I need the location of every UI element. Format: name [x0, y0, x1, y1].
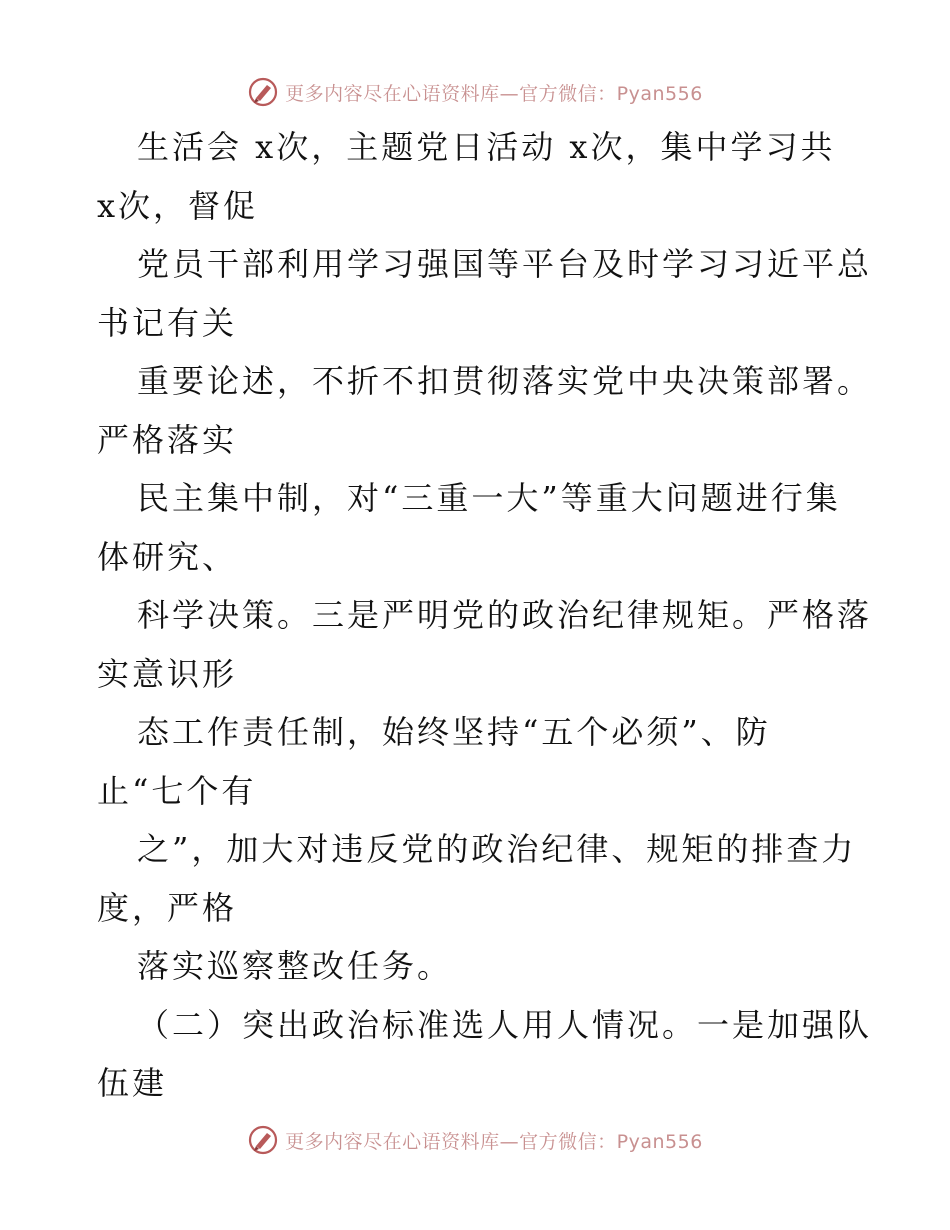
text-line: 体研究、	[97, 537, 238, 576]
text-line: 止“七个有	[97, 771, 257, 810]
watermark-text: 更多内容尽在心语资料库—官方微信：Pyan556	[285, 82, 703, 105]
text-line: x次，督促	[97, 186, 259, 225]
pen-nib-logo-icon	[247, 76, 279, 108]
text-line: 生活会 x次，主题党日活动 x次，集中学习共	[137, 128, 836, 166]
text-line: 伍建	[97, 1064, 168, 1102]
text-line: 态工作责任制，始终坚持“五个必须”、防	[137, 713, 771, 751]
document-body	[97, 118, 873, 1113]
text-line: （二）突出政治标准选人用人情况。一是加强队	[137, 1005, 873, 1044]
text-line: 度，严格	[97, 888, 238, 927]
text-line: 重要论述，不折不扣贯彻落实党中央决策部署。	[137, 362, 873, 400]
header-watermark	[0, 72, 950, 112]
pen-nib-logo-icon	[247, 1124, 279, 1156]
watermark-text: 更多内容尽在心语资料库—官方微信：Pyan556	[285, 1130, 703, 1153]
text-line: 之”，加大对违反党的政治纪律、规矩的排查力	[137, 830, 857, 868]
text-line: 书记有关	[97, 303, 238, 342]
text-line: 科学决策。三是严明党的政治纪律规矩。严格落	[137, 596, 873, 634]
text-line: 严格落实	[97, 420, 238, 459]
footer-watermark	[0, 1120, 950, 1160]
text-line: 民主集中制，对“三重一大”等重大问题进行集	[137, 479, 841, 517]
text-line: 落实巡察整改任务。	[137, 947, 453, 985]
text-line: 党员干部利用学习强国等平台及时学习习近平总	[137, 245, 873, 283]
text-line: 实意识形	[97, 654, 238, 693]
